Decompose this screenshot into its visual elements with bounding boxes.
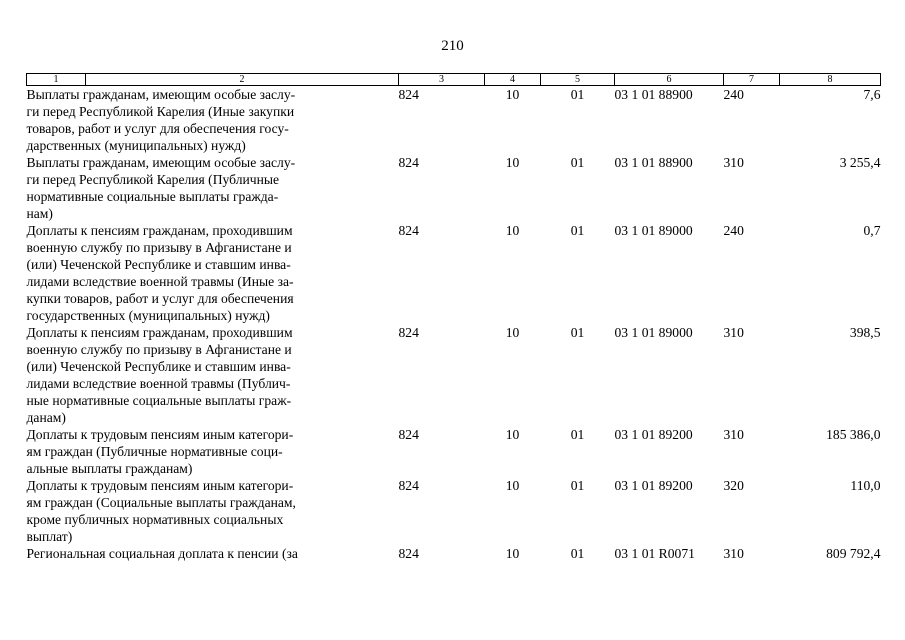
section-code-cell: 10: [505, 155, 520, 170]
target-article-cell: 03 1 01 89000: [614, 223, 693, 238]
subsection-code-cell: 01: [570, 155, 585, 170]
subsection-code-cell: 01: [570, 478, 585, 493]
subsection-code-cell: 01: [570, 546, 585, 561]
table-row: [27, 324, 881, 426]
column-header-5: 5: [541, 74, 615, 86]
table-row: [27, 222, 881, 324]
admin-code-cell: 824: [398, 155, 419, 170]
section-code-cell: 10: [505, 325, 520, 340]
amount-cell: 809 792,4: [826, 546, 881, 561]
expense-type-cell: 310: [723, 546, 744, 561]
page-number: 210: [441, 38, 464, 54]
admin-code-cell: 824: [398, 87, 419, 102]
expense-name-cell: Доплаты к пенсиям гражданам, проходившим военную службу по призыву в Афганистане и (или) Чеченской Республике и ставшим инва- лидами вследствие военной травмы (Иные за- купки товаров, работ и услуг для обеспечения государственных (муниципальных) нужд): [26, 223, 294, 323]
target-article-cell: 03 1 01 88900: [614, 87, 693, 102]
section-code-cell: 10: [505, 427, 520, 442]
amount-cell: 3 255,4: [839, 155, 881, 170]
admin-code-cell: 824: [398, 223, 419, 238]
admin-code-cell: 824: [398, 546, 419, 561]
amount-cell: 398,5: [849, 325, 881, 340]
column-header-6: 6: [615, 74, 724, 86]
section-code-cell: 10: [505, 87, 520, 102]
expense-name-cell: Выплаты гражданам, имеющим особые заслу- ги перед Республикой Карелия (Иные закупки товаров, работ и услуг для обеспечения госу- дарственных (муниципальных) нужд): [26, 87, 296, 153]
subsection-code-cell: 01: [570, 87, 585, 102]
table-row: [27, 154, 881, 222]
column-header-7: 7: [724, 74, 780, 86]
target-article-cell: 03 1 01 89200: [614, 427, 693, 442]
expense-type-cell: 320: [723, 478, 744, 493]
expense-type-cell: 310: [723, 155, 744, 170]
table-row: [27, 426, 881, 477]
table-row: [27, 86, 881, 155]
amount-cell: 110,0: [850, 478, 881, 493]
expense-name-cell: Доплаты к трудовым пенсиям иным категори- ям граждан (Публичные нормативные соци- альные выплаты гражданам): [26, 427, 294, 476]
expense-type-cell: 310: [723, 325, 744, 340]
amount-cell: 7,6: [863, 87, 881, 102]
admin-code-cell: 824: [398, 478, 419, 493]
column-header-4: 4: [485, 74, 541, 86]
column-header-2: 2: [86, 74, 399, 86]
table-row: [27, 477, 881, 545]
expense-name-cell: Выплаты гражданам, имеющим особые заслу- ги перед Республикой Карелия (Публичные нормативные социальные выплаты гражда- нам): [26, 155, 296, 221]
subsection-code-cell: 01: [570, 427, 585, 442]
column-header-8: 8: [780, 74, 881, 86]
target-article-cell: 03 1 01 89000: [614, 325, 693, 340]
expense-type-cell: 240: [723, 87, 744, 102]
subsection-code-cell: 01: [570, 325, 585, 340]
expense-type-cell: 240: [723, 223, 744, 238]
expense-name-cell: Доплаты к трудовым пенсиям иным категори- ям граждан (Социальные выплаты гражданам, кроме публичных нормативных социальных выплат): [26, 478, 296, 544]
column-number-row: [27, 74, 881, 86]
target-article-cell: 03 1 01 R0071: [614, 546, 695, 561]
amount-cell: 185 386,0: [826, 427, 881, 442]
target-article-cell: 03 1 01 89200: [614, 478, 693, 493]
section-code-cell: 10: [505, 478, 520, 493]
target-article-cell: 03 1 01 88900: [614, 155, 693, 170]
expense-name-cell: Региональная социальная доплата к пенсии (за: [26, 546, 298, 561]
subsection-code-cell: 01: [570, 223, 585, 238]
amount-cell: 0,7: [863, 223, 881, 238]
budget-table: [26, 73, 881, 562]
column-header-3: 3: [399, 74, 485, 86]
table-header: [27, 74, 881, 86]
admin-code-cell: 824: [398, 325, 419, 340]
section-code-cell: 10: [505, 223, 520, 238]
table-row: [27, 545, 881, 562]
section-code-cell: 10: [505, 546, 520, 561]
expense-type-cell: 310: [723, 427, 744, 442]
table-body: [27, 86, 881, 563]
column-header-1: 1: [27, 74, 86, 86]
admin-code-cell: 824: [398, 427, 419, 442]
expense-name-cell: Доплаты к пенсиям гражданам, проходившим военную службу по призыву в Афганистане и (или) Чеченской Республике и ставшим инва- лидами вследствие военной травмы (Публич- ные нормативные социальные выплаты граж- данам): [26, 325, 293, 425]
